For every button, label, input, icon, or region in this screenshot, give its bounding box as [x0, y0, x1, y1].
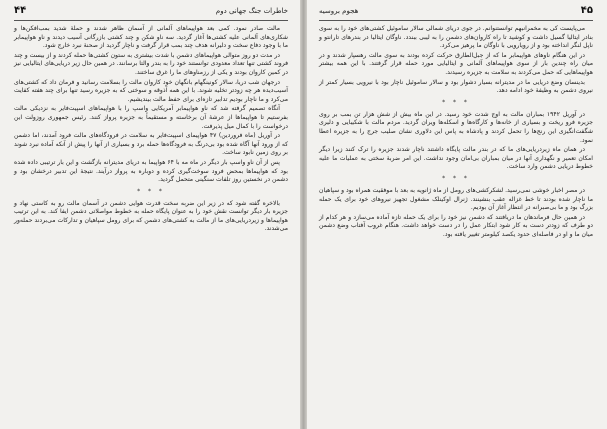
right-page	[307, 0, 607, 429]
paragraph: در آوریل ۱۹۴۲ بمباران مالت به اوج شدت خود رسید. در این ماه بیش از شش هزار تن بمب بر روی جزیره فرو ریخت و بسیاری از خانه‌ها و کارگاه‌ها و اسکله‌ها ویران گردید. مردم مالت با شکیبایی و دلیری شگفت‌انگیزی این رنج‌ها را تحمل کردند و پادشاه به پاس این دلاوری نشان صلیب جرج را به جزیره اعطا نمود.	[319, 110, 593, 144]
paragraph: پس از آن ناو واسپ بار دیگر در ماه مه با ۶۴ هواپیما به دریای مدیترانه بازگشت و این بار ترتیبی داده شده بود که هواپیماها بمحض فرود سوخت‌گیری کرده و دوباره به پرواز درآیند. نتیجهٔ این تدبیر درخشان بود و دشمن در نخستین روز تلفات سنگینی متحمل گردید.	[14, 158, 288, 184]
paragraph: در مدت دو روز متوالی هواپیماهای دشمن با شدت بیشتری به ستون کشتی‌ها حمله کردند و از بیست و چند فروند کشتی تنها تعداد معدودی توانستند خود را به بندر والتا برسانند. در همین حال زیر دریایی‌های ایتالیایی نیز در کمین کاروان بودند و یکی از رزمناوهای ما را غرق ساختند.	[14, 51, 288, 76]
paragraph: در مصر اخبار خوشی نمی‌رسید. لشکرکشی‌های رومل از ماه ژانویه به بعد با موفقیت همراه بود و سپاهیان ما ناچار شده بودند تا خط غزاله عقب بنشینند. ژنرال اوکینلک مشغول تجهیز نیروهای خود برای یک حمله بزرگ بود و ما بی‌صبرانه در انتظار آغاز آن بودیم.	[319, 186, 593, 212]
right-page-body	[319, 25, 593, 239]
paragraph: در همان ماه زیردریایی‌های ما که در بندر مالت پایگاه داشتند ناچار شدند جزیره را ترک کنند زیرا دیگر امکان تعمیر و نگهداری آنها در میان بمباران بی‌امان وجود نداشت. این امر ضربهٔ سختی به عملیات ما علیه خطوط دریایی دشمن وارد ساخت.	[319, 146, 593, 171]
paragraph: بدینسان وضع دریایی ما در مدیترانه بسیار دشوار بود و سالار ساموئیل ناچار بود با نیرویی بسیار کمتر از نیروی دشمن به وظیفهٔ خود ادامه دهد.	[319, 78, 593, 95]
left-page-header	[14, 6, 288, 21]
paragraph: می‌پایست کی به مخمرانبهم توانستنوانم. در جوی دریای شمالی سالار ساموئیل کشتی‌های خود را به سوی بنادر ایتالیا گسیل داشت و کوشید تا راه کاروان‌های دشمن را به لیبی ببندد. ناوگان ایتالیا در بندرهای تارانتو و ناپل لنگر انداخته بود و از رویارویی با ناوگان ما پرهیز می‌کرد.	[319, 25, 593, 50]
right-page-header	[319, 6, 593, 21]
left-page	[0, 0, 300, 429]
paragraph: در همین حال فرماندهان ما دریافتند که دشمن نیز خود را برای یک حمله تازه آماده می‌سازد و هر کدام از دو طرف که زودتر دست به کار شود ابتکار عمل را در دست خواهد داشت. هنگام غروب آفتاب وضع دشمن میان ما و او در فاصله‌ای حدود یکصد کیلومتر تغییر یافته بود.	[319, 213, 593, 238]
paragraph: در این هنگام ناوهای هواپیمابر ما که از جبل‌الطارق حرکت کرده بودند به سوی مالت رهسپار شدند و در میان راه چندین بار از سوی هواپیماهای آلمانی و ایتالیایی مورد حمله قرار گرفتند. با این همه بیشتر هواپیماهایی که حمل می‌کردند به سلامت به جزیره رسیدند.	[319, 51, 593, 76]
right-page-number: ۴۵	[580, 5, 593, 16]
paragraph: درجهان شب دریا، سالار کونینگهام بانگهان خود کاروان مالت را بسلامت رسانید و فرمان داد که کشتی‌های آسیب‌دیده هر چه زودتر تخلیه شوند. با این همه آذوقه و سوختی که به جزیره رسید تنها برای چند هفته کفایت می‌کرد و ما ناچار بودیم تدابیر تازه‌ای برای حفظ مالت بیندیشیم.	[14, 78, 288, 103]
paragraph: آنگاه تصمیم گرفته شد که ناو هواپیمابر آمریکایی واسپ را با هواپیماهای اسپیت‌فایر به نزدیکی مالت بفرستیم تا هواپیماها از عرشهٔ آن برخاسته و مستقیماً به جزیره پرواز کنند. رئیس جمهوری روزولت این درخواست را با کمال میل پذیرفت.	[14, 105, 288, 130]
book-gutter	[300, 0, 307, 429]
left-page-number: ۴۴	[14, 5, 27, 16]
paragraph: در آوریل (ماه فروردین) ۴۷ هواپیمای اسپیت‌فایر به سلامت در فرودگاه‌های مالت فرود آمدند، اما دشمن که از ورود آنها آگاه شده بود بی‌درنگ به فرودگاه‌ها حمله برد و بسیاری از آنها را پیش از آنکه آماده نبرد شوند بر روی زمین نابود ساخت.	[14, 132, 288, 157]
right-running-title: هجوم بروسیه	[319, 7, 359, 15]
section-separator: * * *	[442, 174, 470, 182]
paragraph: بالاخره گفته شود که در زیر این ضربه سخت قدرت هوایی دشمن در آسمان مالت رو به کاستی نهاد و جزیره بار دیگر توانست نقش خود را به عنوان پایگاه حمله به خطوط مواصلاتی دشمن ایفا کند. به این ترتیب هواپیماها و زیردریایی‌های ما از مالت به کشتی‌های دشمن که برای رومل سپاهیان و تدارکات می‌بردند حمله‌ور می‌شدند.	[14, 199, 288, 233]
left-running-title: خاطرات جنگ جهانی دوم	[215, 7, 288, 15]
section-separator: * * *	[137, 187, 165, 195]
section-separator: * * *	[442, 98, 470, 106]
paragraph: مالت صادر نمود. کمی بعد هواپیماهای آلمانی از آسمان ظاهر شدند و حملهٔ شدید بمب‌افکن‌ها و شکاری‌های آلمانی علیه کشتی‌ها آغاز گردید. سه ناو شکن و چند کشتی بازرگانی آسیب دیدند و ناو هواپیمابر ما با وجود دفاع سخت و دلیرانه هدف چند بمب قرار گرفت و ناچار گردید از صحنهٔ نبرد خارج شود.	[14, 25, 288, 50]
left-page-body	[14, 25, 288, 234]
